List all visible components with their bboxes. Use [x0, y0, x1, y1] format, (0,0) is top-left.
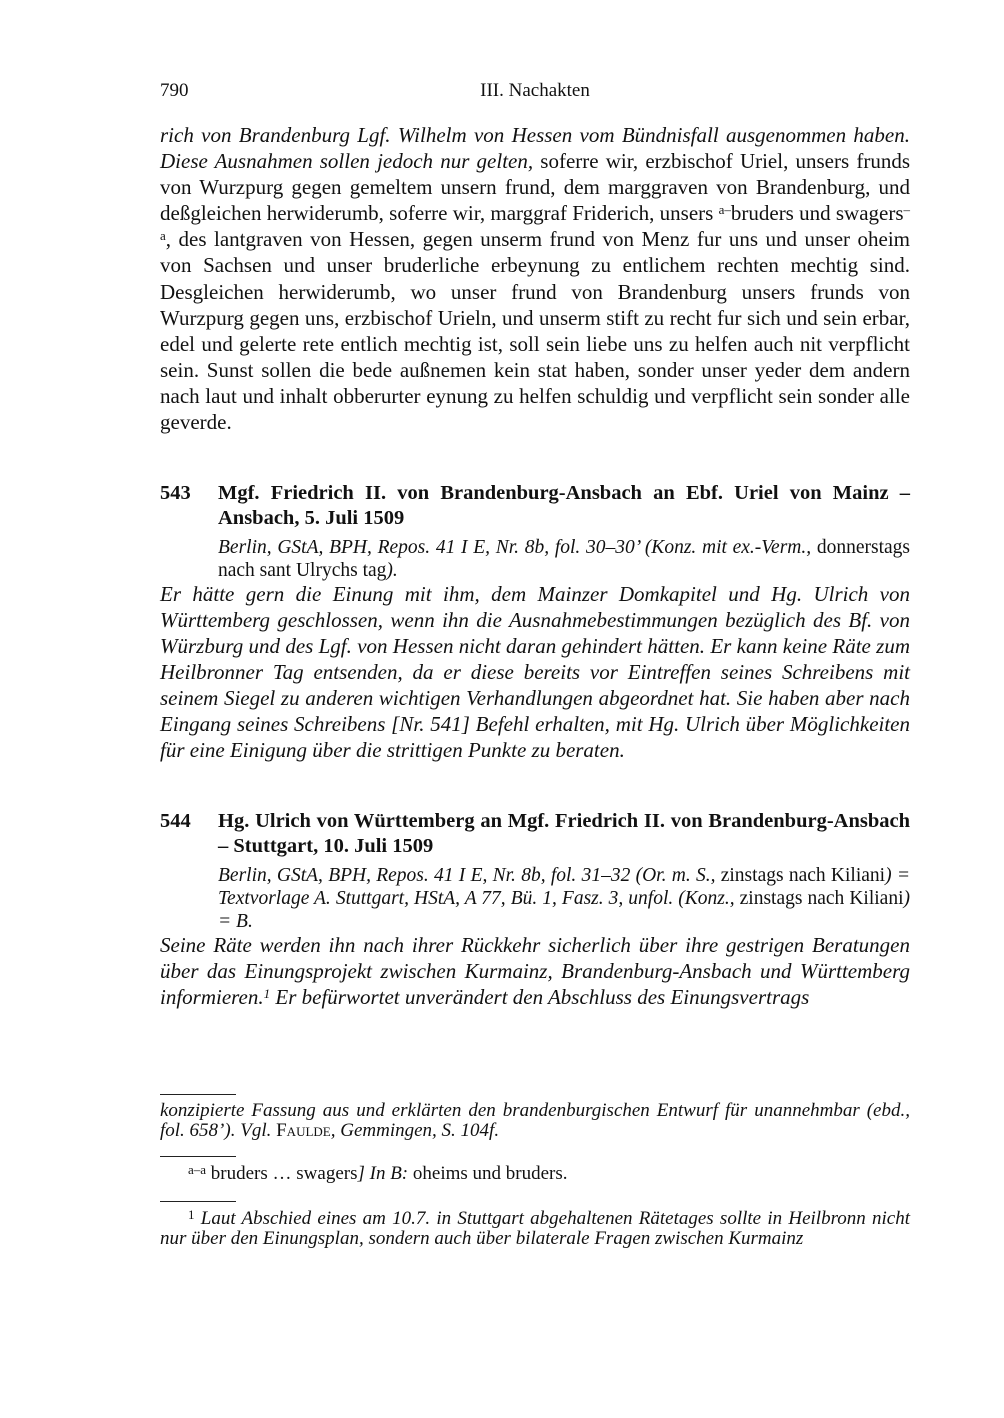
footnote-reference: 1 [263, 986, 271, 1002]
continuation-text-c: , des lantgraven von Hessen, gegen unserm frund von Menz fur uns und unser oheim von Sachsen und unser bruderliche erbeynung zu entlichem rechten mechtig sind. Desgleichen herwiderumb, wo unser frund von Brandenburg unsers frunds von Wurzpurg gegen uns, erzbischof Urieln, und unserm stift zu recht fur sich und sein erbar, edel und gelerte rete entlich mechtig ist, soll sein liebe uns zu helfen auch nit verpflicht sein. Sunst sollen die bede außnemen kein stat haben, sonder unser yeder dem andern nach laut und inhalt obberurter eynung zu helfen schuldig und verpflicht sein sonder alle geverde. [160, 227, 910, 435]
variant-note [160, 1164, 910, 1184]
footnote-number: 1 [188, 1207, 195, 1222]
footnote-carryover [160, 1101, 910, 1141]
entry-regest: Er hätte gern die Einung mit ihm, dem Mainzer Domkapitel und Hg. Ulrich von Württemberg geschlossen, wenn ihn die Ausnahmebestimmungen bezüglich des Bf. von Würzburg und des Lgf. von Hessen nicht daran gehindert hätten. Er kann keine Räte zum Heilbronner Tag entsenden, da er diese bereits vor Eintreffen seines Schreibens mit seinem Siegel zu anderen wichtigen Verhandlungen abgeordnet hat. Sie haben aber nach Eingang seines Schreibens [Nr. 541] Befehl erhalten, mit Hg. Ulrich über Möglichkeiten für eine Einigung über die strittigen Punkte zu beraten. [160, 582, 910, 762]
carry-text-2: , Gemmingen, S. 104f. [330, 1120, 500, 1141]
entry-number: 544 [160, 810, 191, 833]
running-title: III. Nachakten [480, 80, 590, 101]
continuation-text-b: bruders und swagers [730, 201, 904, 226]
source-italic-3: ) = B. [218, 888, 910, 933]
entry-title: Mgf. Friedrich II. von Brandenburg-Ansbach an Ebf. Uriel von Mainz – Ansbach, 5. Juli 1509 [218, 482, 910, 530]
entry-source [218, 536, 910, 582]
main-text [160, 122, 910, 1011]
variant-roman-2: oheims und bruders. [408, 1163, 568, 1184]
variant-italic: ] In B: [357, 1163, 409, 1184]
entry-regest [160, 933, 910, 1011]
note-separator [160, 1201, 236, 1202]
variant-mark-close: –a [160, 202, 911, 244]
entry-title: Hg. Ulrich von Württemberg an Mgf. Friedrich II. von Brandenburg-Ansbach – Stuttgart, 10. Juli 1509 [218, 810, 910, 858]
variant-note-mark: a–a [188, 1162, 207, 1177]
continuation-text-a: soferre wir, erzbischof Uriel, unsers frunds von Wurzpurg gegen gemeltem unsern frund, dem marggraven von Brandenburg, und deßgleichen herwiderumb, soferre wir, marggraf Friderich, unsers [160, 149, 910, 226]
page-number: 790 [160, 80, 189, 101]
entry-544 [160, 809, 910, 1011]
regest-lead: Seine Räte werden ihn nach ihrer Rückkehr sicherlich über ihre gestrigen Beratungen über das Einungsprojekt zwischen Kurmainz, Brandenburg-Ansbach und Württemberg informieren. [160, 933, 910, 1010]
continuation-italic-lead: rich von Brandenburg Lgf. Wilhelm von Hessen vom Bündnisfall ausgenommen haben. Diese Ausnahmen sollen jedoch nur gelten, [160, 123, 910, 174]
source-end: ). [386, 560, 398, 582]
source-roman-1: zinstags nach Kiliani [715, 865, 886, 887]
entry-source [218, 864, 910, 933]
source-roman: donnerstags nach sant Ulrychs tag [218, 537, 911, 582]
variant-mark-open: a– [718, 202, 731, 218]
continuation-paragraph [160, 122, 910, 435]
source-italic: Berlin, GStA, BPH, Repos. 41 I E, Nr. 8b, fol. 30–30’ (Konz. mit ex.-Verm., [218, 537, 812, 559]
running-header [160, 80, 910, 108]
source-roman-2: zinstags nach Kiliani [734, 888, 904, 910]
footnote-separator [160, 1094, 236, 1095]
regest-tail: Er befürwortet unverändert den Abschluss des Einungsvertrags [270, 985, 810, 1010]
entry-number: 543 [160, 482, 191, 505]
footnote-text: Laut Abschied eines am 10.7. in Stuttgart abgehaltenen Rätetages sollte in Heilbronn nicht nur über den Einungsplan, sondern auch über bilaterale Fragen zwischen Kurmainz [160, 1208, 911, 1249]
entry-543 [160, 481, 910, 763]
entry-heading [160, 809, 910, 859]
variant-separator [160, 1156, 236, 1157]
footnote-1 [160, 1209, 910, 1249]
variant-roman-1: bruders … swagers [206, 1163, 358, 1184]
entry-heading [160, 481, 910, 531]
source-italic-2: ) = Textvorlage A. Stuttgart, HStA, A 77, Bü. 1, Fasz. 3, unfol. (Konz., [218, 865, 910, 910]
carry-author: Faulde [276, 1120, 331, 1141]
source-italic-1: Berlin, GStA, BPH, Repos. 41 I E, Nr. 8b, fol. 31–32 (Or. m. S., [218, 865, 716, 887]
carry-text-1: konzipierte Fassung aus und erklärten den brandenburgischen Entwurf für unannehmbar (ebd., fol. 658’). Vgl. [160, 1100, 910, 1141]
